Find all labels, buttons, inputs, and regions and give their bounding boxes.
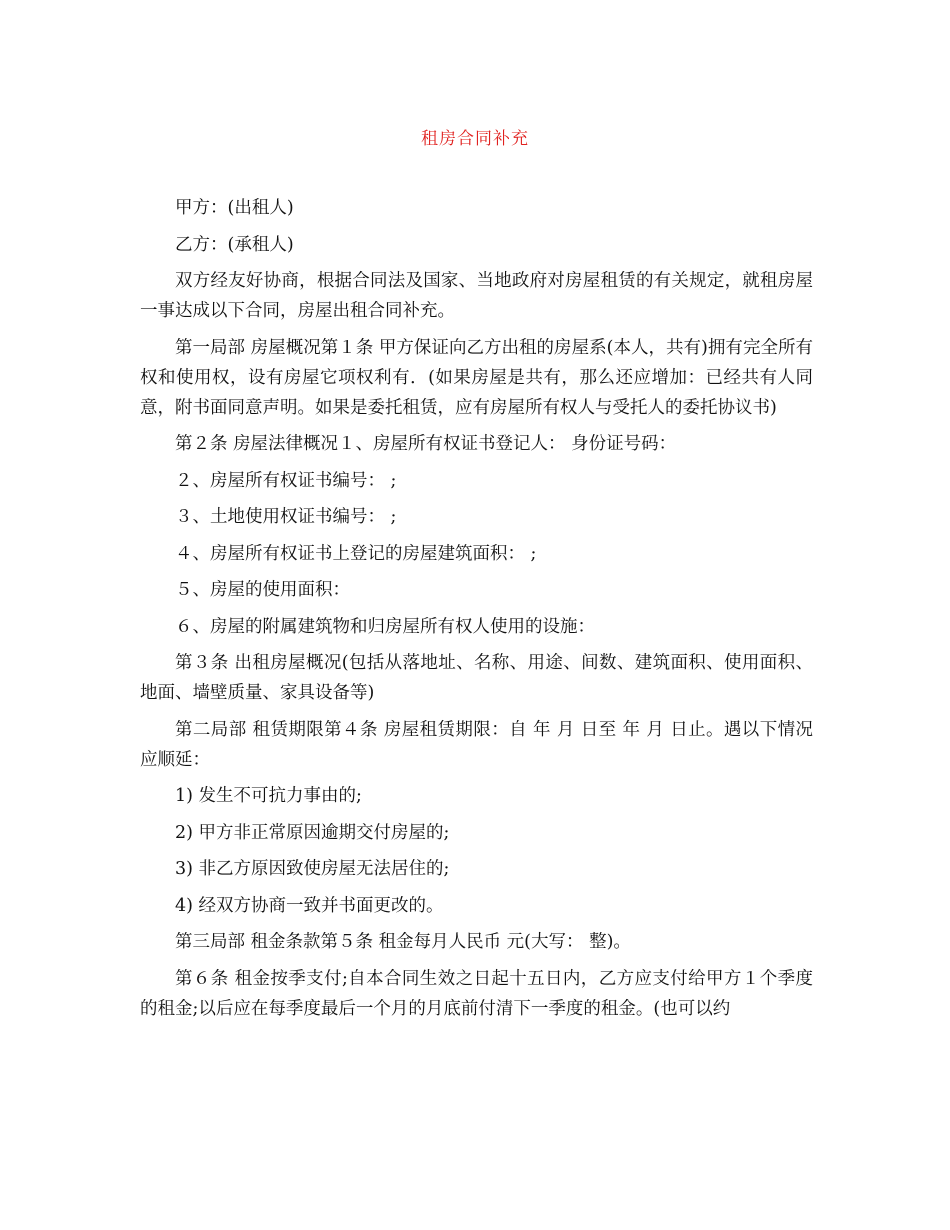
paragraph-article-1: 第一局部 房屋概况第１条 甲方保证向乙方出租的房屋系(本人，共有)拥有完全所有权和使用权，设有房屋它项权利有．(如果房屋是共有，那么还应增加：已经共有人同意，附书面同意声明。如果是委托租赁，应有房屋所有权人与受托人的委托协议书) (140, 337, 813, 418)
paragraph-preamble: 双方经友好协商，根据合同法及国家、当地政府对房屋租赁的有关规定，就租房屋一事达成以下合同，房屋出租合同补充。 (140, 271, 813, 321)
paragraph-article-2-item-5: ５、房屋的使用面积： (175, 580, 350, 600)
paragraph-article-4-case-1: 1) 发生不可抗力事由的; (175, 786, 362, 806)
paragraph-article-4-case-2: 2) 甲方非正常原因逾期交付房屋的; (175, 822, 450, 843)
paragraph-article-2-item-3: ３、土地使用权证书编号： ; (175, 507, 397, 527)
paragraph-party-b: 乙方：(承租人) (175, 234, 294, 255)
paragraph-article-4-case-3: 3) 非乙方原因致使房屋无法居住的; (175, 859, 450, 879)
paragraph-article-6: 第６条 租金按季支付;自本合同生效之日起十五日内，乙方应支付给甲方１个季度的租金;以后应在每季度最后一个月的月底前付清下一季度的租金。(也可以约 (140, 968, 813, 1019)
paragraph-party-a: 甲方：(出租人) (175, 198, 294, 218)
document-title: 租房合同补充 (421, 129, 529, 149)
paragraph-article-5: 第三局部 租金条款第５条 租金每月人民币 元(大写： 整)。 (175, 932, 631, 952)
paragraph-article-2-item-4: ４、房屋所有权证书上登记的房屋建筑面积： ; (175, 543, 537, 564)
paragraph-article-2-item-6: ６、房屋的附属建筑物和归房屋所有权人使用的设施： (175, 616, 595, 637)
paragraph-article-3: 第３条 出租房屋概况(包括从落地址、名称、用途、间数、建筑面积、使用面积、地面、墙壁质量、家具设备等) (140, 653, 813, 703)
paragraph-article-2-item-2: ２、房屋所有权证书编号： ; (175, 470, 397, 491)
paragraph-article-4-case-4: 4) 经双方协商一致并书面更改的。 (175, 895, 444, 916)
paragraph-article-2: 第２条 房屋法律概况１、房屋所有权证书登记人： 身份证号码： (175, 434, 677, 454)
document-body (140, 193, 813, 1030)
paragraph-article-4: 第二局部 租赁期限第４条 房屋租赁期限：自 年 月 日至 年 月 日止。遇以下情况应顺延： (140, 719, 813, 770)
